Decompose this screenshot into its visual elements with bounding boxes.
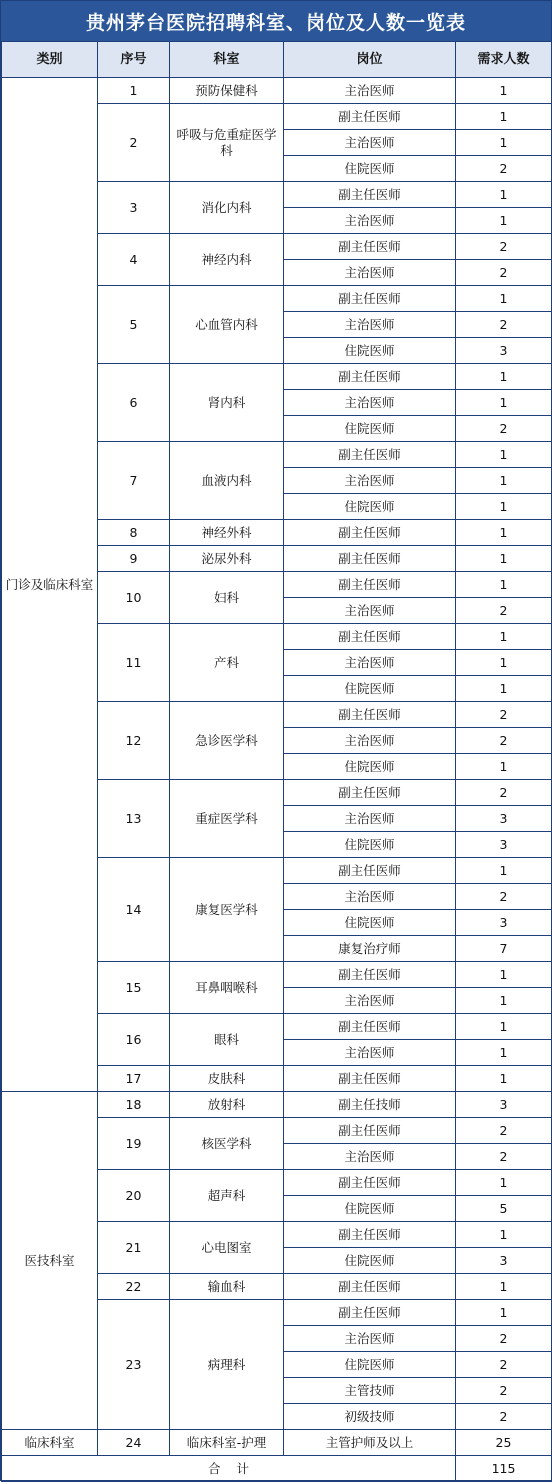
count-cell: 1 [456, 1040, 552, 1066]
position-cell: 副主任医师 [284, 1300, 456, 1326]
table-body [2, 78, 552, 1456]
count-cell: 2 [456, 234, 552, 260]
position-cell: 副主任医师 [284, 104, 456, 130]
count-cell: 1 [456, 650, 552, 676]
department-cell: 预防保健科 [170, 78, 284, 104]
position-cell: 主治医师 [284, 208, 456, 234]
count-cell: 1 [456, 754, 552, 780]
total-label: 合 计 [2, 1456, 456, 1482]
position-cell: 副主任医师 [284, 572, 456, 598]
table-row [2, 1092, 552, 1118]
position-cell: 副主任医师 [284, 1014, 456, 1040]
department-cell: 康复医学科 [170, 858, 284, 962]
position-cell: 住院医师 [284, 1352, 456, 1378]
count-cell: 3 [456, 1248, 552, 1274]
count-cell: 25 [456, 1430, 552, 1456]
count-cell: 3 [456, 832, 552, 858]
position-cell: 副主任医师 [284, 1274, 456, 1300]
department-cell: 血液内科 [170, 442, 284, 520]
number-cell: 4 [98, 234, 170, 286]
count-cell: 1 [456, 208, 552, 234]
position-cell: 副主任医师 [284, 1222, 456, 1248]
total-row [2, 1456, 552, 1482]
department-cell: 神经内科 [170, 234, 284, 286]
count-cell: 2 [456, 156, 552, 182]
count-cell: 3 [456, 1092, 552, 1118]
position-cell: 副主任医师 [284, 702, 456, 728]
position-cell: 主治医师 [284, 260, 456, 286]
position-cell: 副主任医师 [284, 234, 456, 260]
department-cell: 心电图室 [170, 1222, 284, 1274]
count-cell: 2 [456, 1378, 552, 1404]
department-cell: 急诊医学科 [170, 702, 284, 780]
position-cell: 副主任医师 [284, 1118, 456, 1144]
position-cell: 副主任技师 [284, 1092, 456, 1118]
count-cell: 2 [456, 1352, 552, 1378]
number-cell: 1 [98, 78, 170, 104]
count-cell: 2 [456, 312, 552, 338]
count-cell: 1 [456, 676, 552, 702]
department-cell: 病理科 [170, 1300, 284, 1430]
count-cell: 2 [456, 1404, 552, 1430]
number-cell: 9 [98, 546, 170, 572]
position-cell: 副主任医师 [284, 962, 456, 988]
position-cell: 住院医师 [284, 754, 456, 780]
count-cell: 2 [456, 780, 552, 806]
number-cell: 11 [98, 624, 170, 702]
header-row [2, 42, 552, 78]
position-cell: 主治医师 [284, 806, 456, 832]
department-cell: 核医学科 [170, 1118, 284, 1170]
position-cell: 主治医师 [284, 884, 456, 910]
position-cell: 主治医师 [284, 390, 456, 416]
number-cell: 8 [98, 520, 170, 546]
number-cell: 6 [98, 364, 170, 442]
count-cell: 1 [456, 1222, 552, 1248]
department-cell: 呼吸与危重症医学科 [170, 104, 284, 182]
number-cell: 7 [98, 442, 170, 520]
position-cell: 住院医师 [284, 1196, 456, 1222]
count-cell: 1 [456, 390, 552, 416]
table-title: 贵州茅台医院招聘科室、岗位及人数一览表 [1, 1, 551, 41]
position-cell: 主治医师 [284, 130, 456, 156]
number-cell: 20 [98, 1170, 170, 1222]
header-category: 类别 [2, 42, 98, 78]
count-cell: 2 [456, 1118, 552, 1144]
position-cell: 副主任医师 [284, 624, 456, 650]
number-cell: 2 [98, 104, 170, 182]
position-cell: 副主任医师 [284, 858, 456, 884]
position-cell: 副主任医师 [284, 780, 456, 806]
count-cell: 1 [456, 442, 552, 468]
position-cell: 住院医师 [284, 832, 456, 858]
count-cell: 2 [456, 1326, 552, 1352]
count-cell: 1 [456, 624, 552, 650]
category-cell: 临床科室 [2, 1430, 98, 1456]
count-cell: 1 [456, 988, 552, 1014]
count-cell: 1 [456, 858, 552, 884]
count-cell: 1 [456, 962, 552, 988]
count-cell: 5 [456, 1196, 552, 1222]
number-cell: 22 [98, 1274, 170, 1300]
position-cell: 副主任医师 [284, 364, 456, 390]
position-cell: 副主任医师 [284, 286, 456, 312]
position-cell: 住院医师 [284, 1248, 456, 1274]
header-position: 岗位 [284, 42, 456, 78]
number-cell: 23 [98, 1300, 170, 1430]
table-row [2, 78, 552, 104]
department-cell: 肾内科 [170, 364, 284, 442]
number-cell: 16 [98, 1014, 170, 1066]
position-cell: 住院医师 [284, 416, 456, 442]
position-cell: 主治医师 [284, 78, 456, 104]
recruitment-table [1, 41, 552, 1482]
department-cell: 消化内科 [170, 182, 284, 234]
position-cell: 副主任医师 [284, 442, 456, 468]
position-cell: 住院医师 [284, 156, 456, 182]
number-cell: 24 [98, 1430, 170, 1456]
department-cell: 皮肤科 [170, 1066, 284, 1092]
position-cell: 住院医师 [284, 338, 456, 364]
count-cell: 2 [456, 702, 552, 728]
number-cell: 12 [98, 702, 170, 780]
category-cell: 门诊及临床科室 [2, 78, 98, 1092]
count-cell: 1 [456, 364, 552, 390]
position-cell: 副主任医师 [284, 182, 456, 208]
position-cell: 主治医师 [284, 1326, 456, 1352]
position-cell: 康复治疗师 [284, 936, 456, 962]
count-cell: 1 [456, 546, 552, 572]
department-cell: 输血科 [170, 1274, 284, 1300]
count-cell: 1 [456, 78, 552, 104]
count-cell: 1 [456, 520, 552, 546]
position-cell: 主治医师 [284, 1144, 456, 1170]
count-cell: 2 [456, 416, 552, 442]
department-cell: 眼科 [170, 1014, 284, 1066]
department-cell: 重症医学科 [170, 780, 284, 858]
position-cell: 主治医师 [284, 988, 456, 1014]
count-cell: 1 [456, 130, 552, 156]
count-cell: 1 [456, 104, 552, 130]
position-cell: 主治医师 [284, 468, 456, 494]
number-cell: 10 [98, 572, 170, 624]
count-cell: 1 [456, 286, 552, 312]
department-cell: 心血管内科 [170, 286, 284, 364]
count-cell: 1 [456, 1274, 552, 1300]
number-cell: 14 [98, 858, 170, 962]
position-cell: 主治医师 [284, 312, 456, 338]
position-cell: 住院医师 [284, 494, 456, 520]
count-cell: 2 [456, 598, 552, 624]
position-cell: 主管技师 [284, 1378, 456, 1404]
count-cell: 7 [456, 936, 552, 962]
position-cell: 住院医师 [284, 910, 456, 936]
department-cell: 放射科 [170, 1092, 284, 1118]
number-cell: 3 [98, 182, 170, 234]
count-cell: 1 [456, 1066, 552, 1092]
department-cell: 神经外科 [170, 520, 284, 546]
count-cell: 3 [456, 338, 552, 364]
header-count: 需求人数 [456, 42, 552, 78]
table-row [2, 1430, 552, 1456]
position-cell: 副主任医师 [284, 520, 456, 546]
count-cell: 2 [456, 1144, 552, 1170]
department-cell: 超声科 [170, 1170, 284, 1222]
count-cell: 1 [456, 468, 552, 494]
department-cell: 耳鼻咽喉科 [170, 962, 284, 1014]
number-cell: 15 [98, 962, 170, 1014]
header-number: 序号 [98, 42, 170, 78]
number-cell: 18 [98, 1092, 170, 1118]
category-cell: 医技科室 [2, 1092, 98, 1430]
position-cell: 主治医师 [284, 1040, 456, 1066]
position-cell: 初级技师 [284, 1404, 456, 1430]
position-cell: 副主任医师 [284, 1066, 456, 1092]
count-cell: 2 [456, 884, 552, 910]
count-cell: 1 [456, 1300, 552, 1326]
number-cell: 13 [98, 780, 170, 858]
number-cell: 5 [98, 286, 170, 364]
position-cell: 主管护师及以上 [284, 1430, 456, 1456]
count-cell: 1 [456, 572, 552, 598]
header-department: 科室 [170, 42, 284, 78]
position-cell: 副主任医师 [284, 546, 456, 572]
count-cell: 2 [456, 260, 552, 286]
position-cell: 主治医师 [284, 650, 456, 676]
department-cell: 临床科室-护理 [170, 1430, 284, 1456]
total-value: 115 [456, 1456, 552, 1482]
count-cell: 2 [456, 728, 552, 754]
count-cell: 1 [456, 494, 552, 520]
position-cell: 主治医师 [284, 728, 456, 754]
number-cell: 21 [98, 1222, 170, 1274]
department-cell: 产科 [170, 624, 284, 702]
position-cell: 住院医师 [284, 676, 456, 702]
department-cell: 妇科 [170, 572, 284, 624]
position-cell: 副主任医师 [284, 1170, 456, 1196]
count-cell: 1 [456, 182, 552, 208]
count-cell: 3 [456, 910, 552, 936]
count-cell: 3 [456, 806, 552, 832]
position-cell: 主治医师 [284, 598, 456, 624]
number-cell: 17 [98, 1066, 170, 1092]
count-cell: 1 [456, 1170, 552, 1196]
number-cell: 19 [98, 1118, 170, 1170]
department-cell: 泌尿外科 [170, 546, 284, 572]
count-cell: 1 [456, 1014, 552, 1040]
